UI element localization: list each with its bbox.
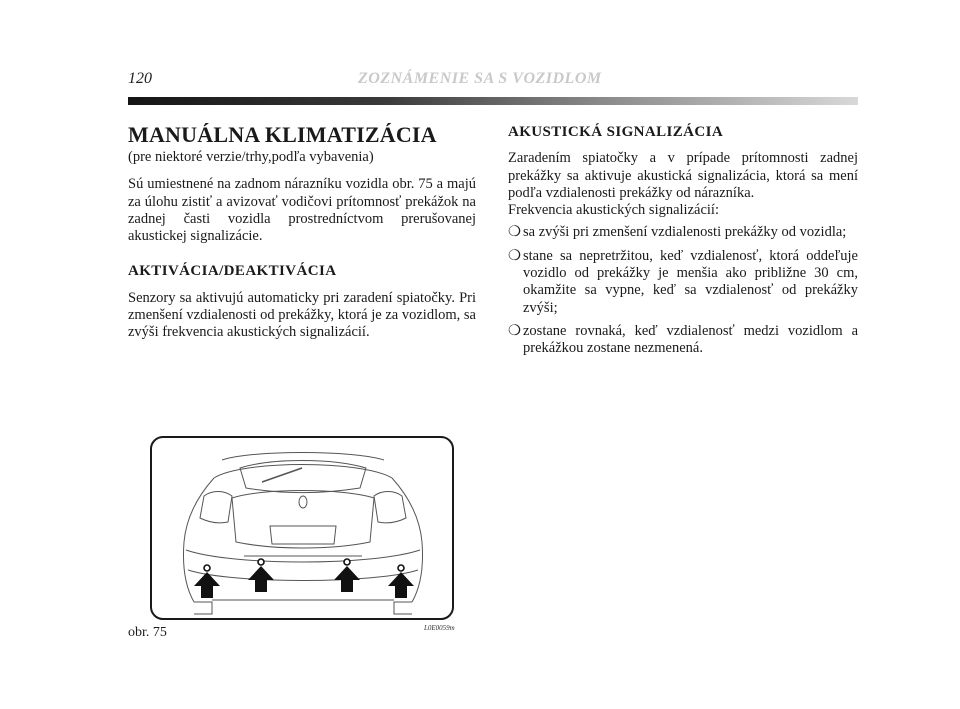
list-item: ❍ stane sa nepretržitou, keď vzdialenosť, ktorá oddeľuje vozidlo od prekážky je menšia ako približne 30 cm, okamžite sa vypne, keď sa vzdialenosť od prekážky zvýši; (508, 247, 858, 316)
sensor-icon (344, 559, 350, 565)
acoustic-heading: AKUSTICKÁ SIGNALIZÁCIA (508, 124, 724, 140)
main-title: MANUÁLNA KLIMATIZÁCIA (128, 122, 437, 147)
frequency-list (508, 224, 858, 357)
arrow-up-icon (248, 566, 274, 592)
list-item: ❍ zostane rovnaká, keď vzdialenosť medzi vozidlom a prekážkou zostane nezmenená. (508, 322, 858, 357)
parking-sensors (204, 559, 404, 571)
car-rear-drawing (152, 438, 452, 618)
sensor-icon (398, 565, 404, 571)
figure-code: L0E0059m (424, 624, 455, 632)
left-column (128, 122, 476, 342)
sensor-icon (258, 559, 264, 565)
circle-bullet-icon: ❍ (508, 224, 521, 241)
circle-bullet-icon: ❍ (508, 322, 521, 339)
rear-car-illustration (150, 436, 454, 620)
sensor-icon (204, 565, 210, 571)
activation-paragraph: Senzory sa aktivujú automaticky pri zaradení spiatočky. Pri zmenšení vzdialenosti od prekážky, ktorá je za vozidlom, sa zvýši frekvencia akustických signalizácií. (128, 289, 476, 341)
subtitle: (pre niektoré verzie/trhy,podľa vybavenia) (128, 149, 374, 165)
circle-bullet-icon: ❍ (508, 247, 521, 264)
sensor-arrows (194, 566, 414, 598)
header-rule (128, 97, 858, 105)
activation-heading: AKTIVÁCIA/DEAKTIVÁCIA (128, 263, 337, 280)
section-title: ZOZNÁMENIE SA S VOZIDLOM (358, 70, 602, 87)
right-column (508, 124, 858, 364)
acoustic-intro: Zaradením spiatočky a v prípade prítomnosti zadnej prekážky sa aktivuje akustická signalizácia, ktorá sa mení podľa vzdialenosti prekážky od nárazníka. (508, 150, 858, 201)
figure-label: obr. 75 (128, 625, 167, 640)
arrow-up-icon (334, 566, 360, 592)
list-item: ❍ sa zvýši pri zmenšení vzdialenosti prekážky od vozidla; (508, 224, 847, 241)
frequency-label: Frekvencia akustických signalizácií: (508, 202, 719, 219)
intro-paragraph: Sú umiestnené na zadnom nárazníku vozidla obr. 75 a majú za úlohu zistiť a avizovať vodičovi prítomnosť prekážok na zadnej časti vozidla prostredníctvom prerušovanej akustickej signalizácie. (128, 176, 476, 245)
page-number: 120 (128, 70, 152, 87)
